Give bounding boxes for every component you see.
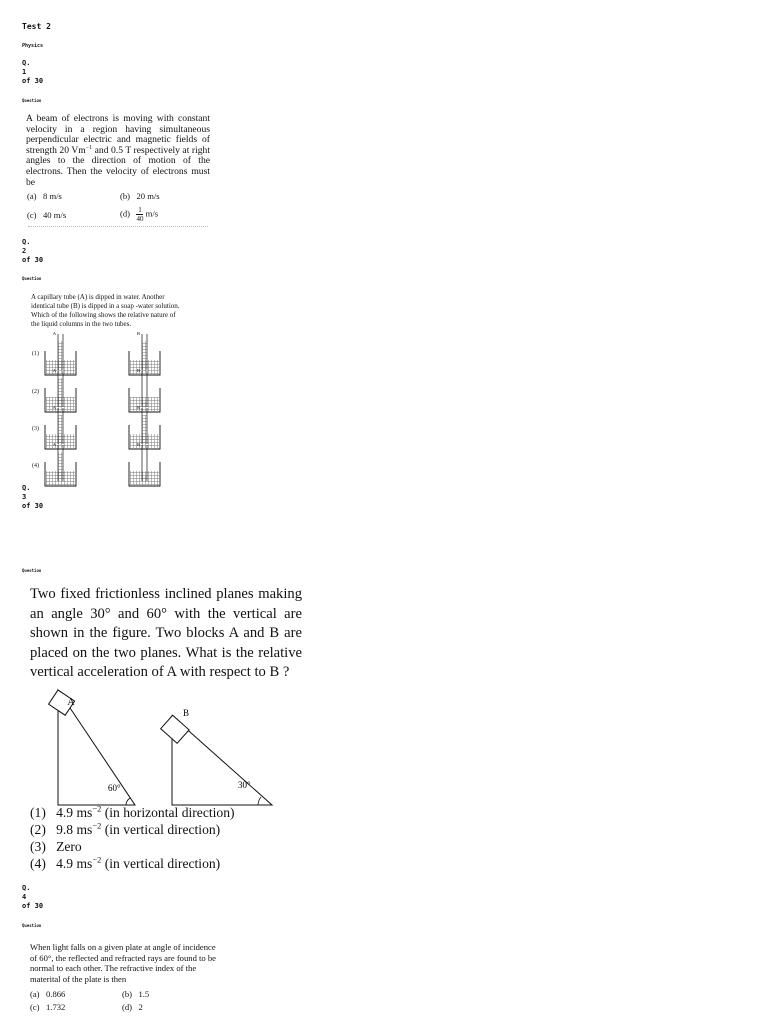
option-label: (1) [30,805,46,820]
question-of-total: of 30 [22,502,44,510]
q2-option-1[interactable]: (1) [32,351,39,357]
q3-option-2[interactable]: (2) 9.8 $ms^{-2}$ (in vertical direction) [30,820,221,837]
q4-option-a[interactable] [30,989,65,999]
option-label: (a) [30,989,40,999]
q3-option-4[interactable]: (4) 4.9 $ms^{-2}$ (in vertical direction) [30,854,221,871]
question-of-total: of 30 [22,256,44,264]
option-text: 20 m/s [136,191,160,201]
q4-option-d[interactable] [122,1002,143,1012]
option-text: 0.866 [46,989,66,999]
q4-option-c[interactable] [30,1002,65,1012]
question-4-counter [22,884,43,911]
question-2-text: A capillary tube (A) is dipped in water. Another identical tube (B) is dipped in a soap -water solution. Which of the following shows the relative nature of the liquid columns in the two tubes. [31,293,180,328]
tube-label: A [52,368,56,373]
question-3-text: Two fixed frictionless inclined planes making an angle 30° and 60° with the vertical are shown in the figure. Two blocks A and B are placed on the two planes. What is the relative vertical acceleration of A with respect to B ? [30,586,302,681]
question-index: 1 [22,68,27,76]
option-label: (4) [30,856,46,871]
question-type-label: Question [22,923,42,928]
q2-option-4[interactable]: (4) [32,463,39,469]
option-text: 40 m/s [43,210,67,220]
option-label: (2) [30,822,46,837]
q2-option-3[interactable]: (3) [32,426,39,432]
question-type-label: Question [22,276,42,281]
angle-arc-right [258,797,261,805]
question-index: 2 [22,247,27,255]
tube-label: B [136,405,140,410]
question-index: 3 [22,493,27,501]
angle-a-label: 60° [108,783,121,793]
option-label: (c) [30,1002,40,1012]
angle-arc-left [126,798,130,805]
block-b [161,715,189,743]
block-a-label: A [67,697,75,708]
question-type-label: Question [22,98,42,103]
question-prefix: Q. [22,884,31,892]
tube-label: A [52,331,56,336]
tube-label: B [136,442,140,447]
test-title: Test 2 [22,22,51,31]
tube-label: B [136,331,140,336]
block-b-label: B [182,708,190,718]
question-1-text: A beam of electrons is moving with constant velocity in a region having simultaneous perpendicular electric and magnetic fields of strength 20 $Vm^{-1}$ and 0.5 T respectively at right angles to the direction of motion of the electrons. Then the velocity of electrons must be [26,113,210,188]
option-label: (a) [27,191,37,201]
tube-label: B [136,368,140,373]
question-prefix: Q. [22,59,31,67]
option-label: (b) [122,989,133,999]
option-text: 8 m/s [43,191,62,201]
option-text: 1.5 [138,989,150,999]
question-of-total: of 30 [22,902,44,910]
angle-b-label: 30° [238,780,251,790]
option-label: (c) [27,210,37,220]
question-prefix: Q. [22,238,31,246]
option-label: (b) [120,191,131,201]
question-4-text: When light falls on a given plate at angle of incidence of 60°, the reflected and refracted rays are found to be normal to each other. The refractive index of the materital of the plate is then [30,942,216,984]
q2-option-2[interactable]: (2) [32,389,39,395]
option-label: (3) [30,839,46,854]
option-text: 1.732 [46,1002,66,1012]
option-text: 2 [138,1002,143,1012]
tube-label: A [52,405,56,410]
question-index: 4 [22,893,27,901]
question-of-total: of 30 [22,77,44,85]
option-label: (d) [120,208,131,219]
q3-option-1[interactable]: (1) 4.9 $ms^{-2}$ (in horizontal direction) [30,803,235,820]
option-label: (d) [122,1002,133,1012]
q3-option-3[interactable]: (3) Zero [30,839,82,854]
question-prefix: Q. [22,484,31,492]
question-type-label: Question [22,568,42,573]
tube-label: A [52,442,56,447]
q4-option-b[interactable] [122,989,149,999]
option-text: m/s [145,208,159,219]
fraction: $\frac{1}{40}$ [136,206,144,223]
subject-label: Physics [22,43,44,49]
